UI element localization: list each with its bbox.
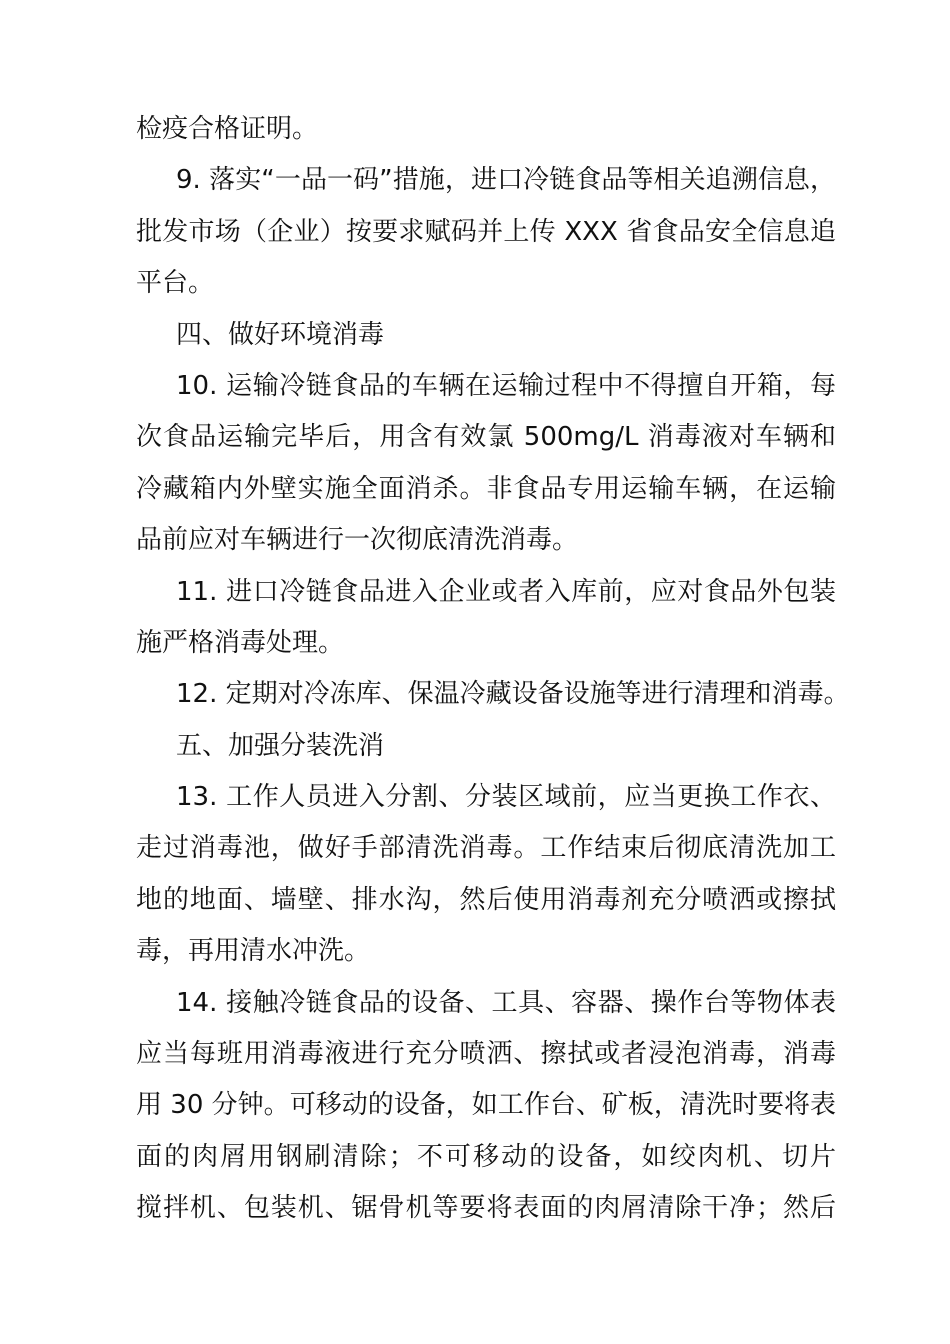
text-line: 13. 工作人员进入分割、分装区域前，应当更换工作衣、 — [176, 782, 836, 813]
p-item-11 — [136, 567, 836, 670]
text-line: 走过消毒池，做好手部清洗消毒。工作结束后彻底清洗加工 — [136, 833, 836, 864]
text-line: 12. 定期对冷冻库、保温冷藏设备设施等进行清理和消毒。 — [176, 679, 850, 710]
text-line: 搅拌机、包装机、锯骨机等要将表面的肉屑清除干净；然后 — [136, 1193, 836, 1224]
text-line: 次食品运输完毕后，用含有效氯 500mg/L 消毒液对车辆和 — [136, 422, 836, 453]
p-quarantine-tail — [136, 104, 836, 155]
text-line: 14. 接触冷链食品的设备、工具、容器、操作台等物体表 — [176, 987, 836, 1018]
text-line: 11. 进口冷链食品进入企业或者入库前，应对食品外包装 — [176, 576, 836, 607]
text-line: 批发市场（企业）按要求赋码并上传 XXX 省食品安全信息追 — [136, 216, 836, 247]
p-item-10 — [136, 361, 836, 567]
text-line: 毒，再用清水冲洗。 — [136, 936, 371, 967]
text-line: 检疫合格证明。 — [136, 114, 319, 144]
text-line: 冷藏箱内外壁实施全面消杀。非食品专用运输车辆，在运输 — [136, 473, 836, 504]
text-line: 平台。 — [136, 268, 215, 299]
text-line: 品前应对车辆进行一次彻底清洗消毒。 — [136, 525, 579, 556]
text-line: 10. 运输冷链食品的车辆在运输过程中不得擅自开箱，每 — [176, 370, 836, 401]
text-line: 9. 落实“一品一码”措施，进口冷链食品等相关追溯信息， — [176, 165, 836, 196]
p-item-12 — [136, 669, 850, 720]
text-line: 施严格消毒处理。 — [136, 627, 345, 658]
p-heading-4 — [136, 310, 836, 361]
text-line: 四、做好环境消毒 — [176, 319, 385, 350]
text-line: 用 30 分钟。可移动的设备，如工作台、矿板，清洗时要将表 — [136, 1090, 836, 1121]
body-text — [136, 104, 850, 1235]
text-line: 五、加强分装洗消 — [176, 730, 385, 761]
p-item-14 — [136, 978, 836, 1235]
p-heading-5 — [136, 721, 836, 772]
text-line: 面的肉屑用钢刷清除；不可移动的设备，如绞肉机、切片 — [136, 1141, 836, 1172]
text-line: 应当每班用消毒液进行充分喷洒、擦拭或者浸泡消毒，消毒 — [136, 1039, 836, 1070]
p-item-13 — [136, 772, 836, 978]
text-line: 地的地面、墙壁、排水沟，然后使用消毒剂充分喷洒或擦拭 — [136, 884, 836, 915]
p-item-9 — [136, 155, 836, 309]
